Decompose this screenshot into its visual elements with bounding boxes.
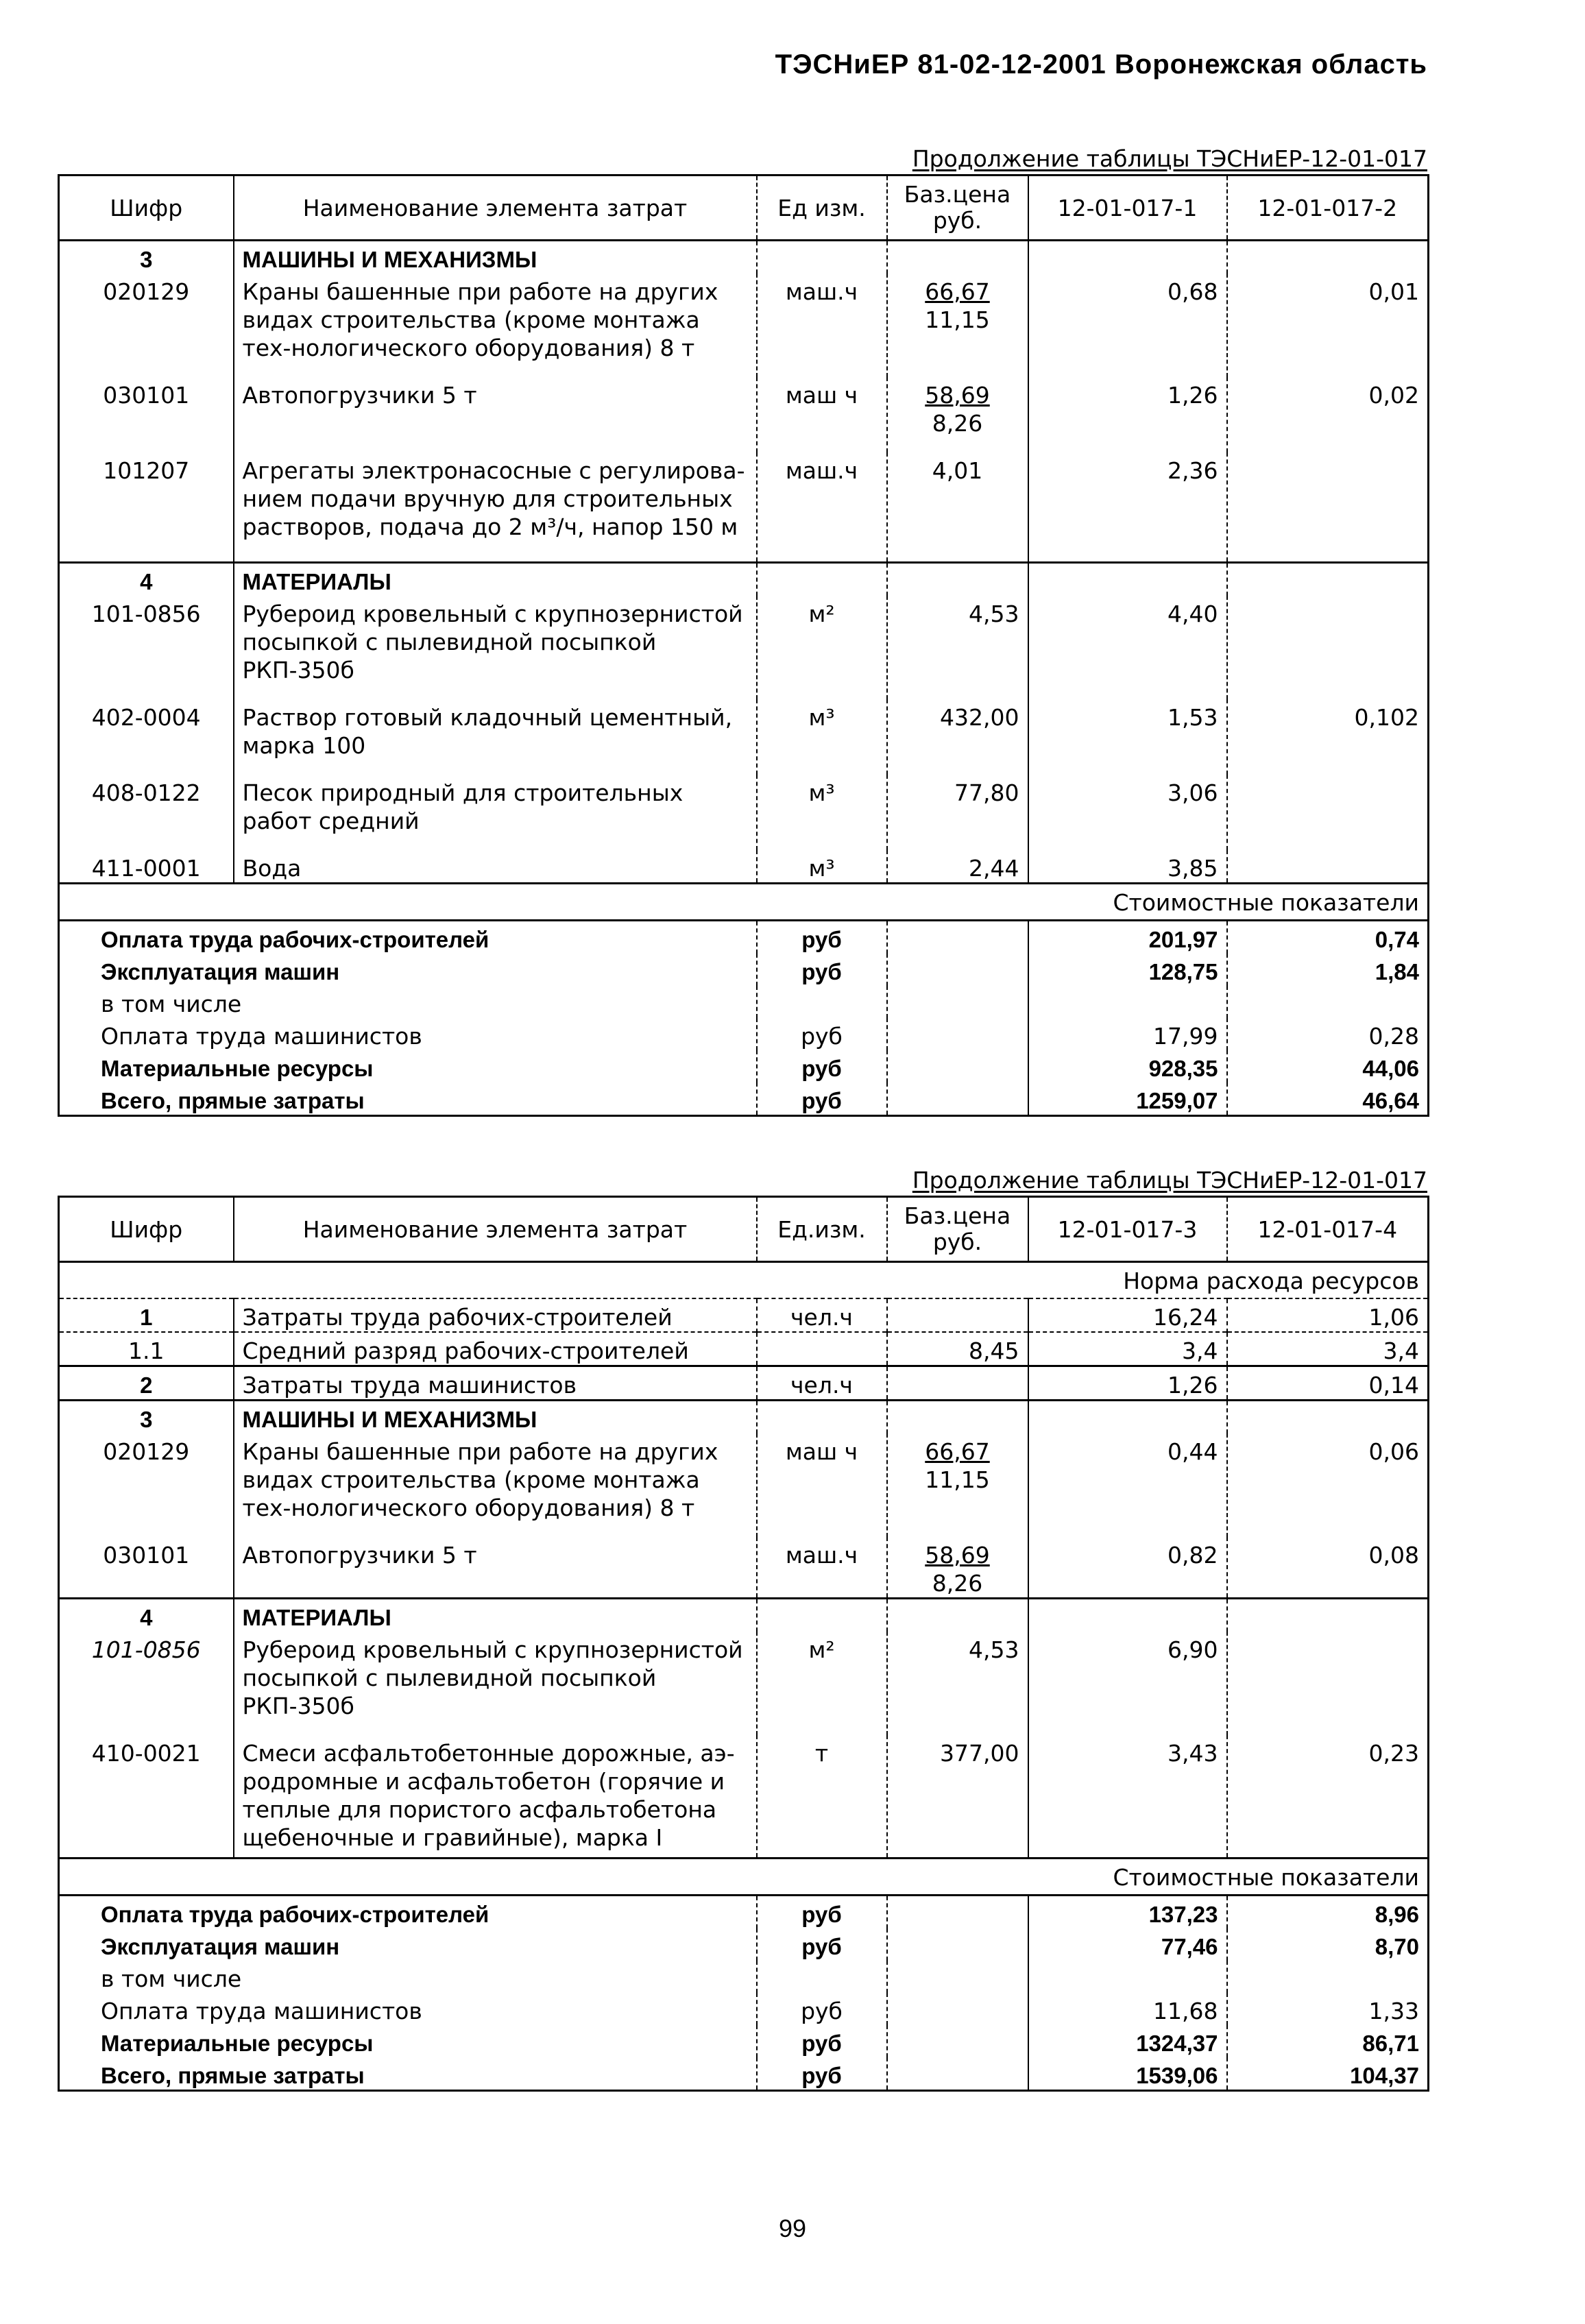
row-unit: м² (757, 596, 887, 699)
price-machinist: 8,26 (932, 1570, 983, 1597)
cost-value-2: 1,33 (1227, 1993, 1429, 2025)
table-row (59, 850, 1429, 884)
section-header-materials (59, 1599, 1429, 1632)
row-value-2: 3,4 (1227, 1332, 1429, 1366)
row-value-2: 0,02 (1227, 377, 1429, 452)
cost-row (59, 1018, 1429, 1050)
row-value-1: 6,90 (1028, 1632, 1227, 1735)
cost-value-2: 8,70 (1227, 1928, 1429, 1961)
cost-value-2: 44,06 (1227, 1050, 1429, 1082)
row-value-2 (1227, 1632, 1429, 1735)
table-row (59, 1433, 1429, 1537)
row-price: 2,44 (887, 850, 1028, 884)
table-row (59, 775, 1429, 850)
section-code: 3 (59, 1401, 234, 1434)
row-price: 4,53 (887, 1632, 1028, 1735)
table-row (59, 1735, 1429, 1859)
cost-label: Оплата труда машинистов (101, 1023, 422, 1050)
row-unit: маш.ч (757, 274, 887, 377)
row-code: 408-0122 (91, 779, 201, 806)
cost-row (59, 921, 1429, 954)
column-header-code: Шифр (59, 1197, 234, 1262)
column-header-variant-4: 12-01-017-4 (1227, 1197, 1429, 1262)
row-unit: маш.ч (757, 1537, 887, 1599)
row-name: Раствор готовый кладочный цементный, марка 100 (234, 699, 757, 775)
cost-label: Всего, прямые затраты (101, 1088, 365, 1113)
cost-unit: руб (757, 921, 887, 954)
cost-unit: руб (757, 2057, 887, 2091)
cost-unit: руб (757, 954, 887, 986)
cost-row (59, 954, 1429, 986)
cost-row (59, 1993, 1429, 2025)
row-value-1: 3,85 (1028, 850, 1227, 884)
row-unit: м³ (757, 699, 887, 775)
row-value-1: 0,82 (1028, 1537, 1227, 1599)
row-name: Краны башенные при работе на других видах строительства (кроме монтажа тех-нологического оборудования) 8 т (234, 274, 757, 377)
column-header-code: Шифр (59, 175, 234, 241)
cost-value-2: 46,64 (1227, 1082, 1429, 1116)
row-name: Агрегаты электронасосные с регулирова-нием подачи вручную для строительных растворов, подача до 2 м³/ч, напор 150 м (234, 452, 757, 563)
column-header-unit: Ед.изм. (757, 1197, 887, 1262)
cost-value-2: 0,74 (1227, 921, 1429, 954)
table-row (59, 1537, 1429, 1599)
row-name: Рубероид кровельный с крупнозернистой посыпкой с пылевидной посыпкой РКП-350б (234, 596, 757, 699)
row-code: 101-0856 (91, 601, 201, 627)
row-name: Вода (234, 850, 757, 884)
resource-table-1 (58, 174, 1427, 1117)
row-unit: маш.ч (757, 452, 887, 563)
row-price: 432,00 (887, 699, 1028, 775)
row-code: 1 (59, 1298, 234, 1332)
row-value-2: 0,08 (1227, 1537, 1429, 1599)
cost-row (59, 2057, 1429, 2091)
cost-unit: руб (757, 1018, 887, 1050)
price-header-line1: Баз.цена (904, 1202, 1011, 1229)
column-header-variant-3: 12-01-017-3 (1028, 1197, 1227, 1262)
row-value-1: 3,4 (1028, 1332, 1227, 1366)
cost-value-1: 201,97 (1028, 921, 1227, 954)
cost-row (59, 1082, 1429, 1116)
row-value-2 (1227, 850, 1429, 884)
cost-row (59, 1896, 1429, 1929)
column-header-price (887, 175, 1028, 241)
row-value-2: 1,06 (1227, 1298, 1429, 1332)
cost-unit: руб (757, 1993, 887, 2025)
row-price: 8,45 (887, 1332, 1028, 1366)
cost-unit: руб (757, 1928, 887, 1961)
row-code: 411-0001 (91, 855, 201, 882)
section-header-machines (59, 1401, 1429, 1434)
row-value-1: 4,40 (1028, 596, 1227, 699)
row-code: 101207 (103, 457, 190, 484)
cost-value-2: 104,37 (1227, 2057, 1429, 2091)
row-price: 4,53 (887, 596, 1028, 699)
section-title: МАТЕРИАЛЫ (234, 1599, 757, 1632)
cost-value-1: 11,68 (1028, 1993, 1227, 2025)
price-machine: 66,67 (925, 278, 990, 305)
section-title: МАШИНЫ И МЕХАНИЗМЫ (234, 241, 757, 274)
cost-label: Оплата труда рабочих-строителей (59, 921, 757, 954)
cost-unit: руб (757, 1896, 887, 1929)
cost-unit: руб (757, 1050, 887, 1082)
cost-header-row (59, 884, 1429, 921)
column-header-unit: Ед изм. (757, 175, 887, 241)
row-code: 020129 (103, 1438, 190, 1465)
cost-value-2: 1,84 (1227, 954, 1429, 986)
row-unit (757, 1332, 887, 1366)
row-value-2: 0,102 (1227, 699, 1429, 775)
price-header-line2: руб. (932, 1228, 982, 1255)
cost-unit: руб (757, 2025, 887, 2057)
cost-label: Материальные ресурсы (101, 2031, 374, 2056)
row-price (887, 1537, 1028, 1599)
row-value-1: 16,24 (1028, 1298, 1227, 1332)
column-header-name: Наименование элемента затрат (234, 175, 757, 241)
column-header-name: Наименование элемента затрат (234, 1197, 757, 1262)
cost-value-2: 8,96 (1227, 1896, 1429, 1929)
row-code: 101-0856 (91, 1636, 201, 1663)
cost-header: Стоимостные показатели (59, 1859, 1429, 1896)
table-row (59, 596, 1429, 699)
row-value-1: 3,06 (1028, 775, 1227, 850)
row-price: 4,01 (887, 452, 1028, 563)
cost-value-2: 0,28 (1227, 1018, 1429, 1050)
row-code: 020129 (103, 278, 190, 305)
row-unit: т (757, 1735, 887, 1859)
price-machinist: 8,26 (932, 410, 983, 437)
row-name: Рубероид кровельный с крупнозернистой посыпкой с пылевидной посыпкой РКП-350б (234, 1632, 757, 1735)
row-value-1: 1,53 (1028, 699, 1227, 775)
row-price: 77,80 (887, 775, 1028, 850)
norm-header: Норма расхода ресурсов (1123, 1268, 1419, 1294)
section-code: 3 (140, 247, 153, 272)
section-title: МАШИНЫ И МЕХАНИЗМЫ (234, 1401, 757, 1434)
table-row (59, 452, 1429, 563)
row-price (887, 274, 1028, 377)
cost-header-row (59, 1859, 1429, 1896)
price-machinist: 11,15 (925, 1466, 990, 1493)
row-price (887, 377, 1028, 452)
cost-row (59, 1050, 1429, 1082)
cost-unit: руб (757, 1082, 887, 1116)
row-value-1: 0,44 (1028, 1433, 1227, 1537)
row-value-2: 0,06 (1227, 1433, 1429, 1537)
cost-value-1: 1324,37 (1028, 2025, 1227, 2057)
section-header-materials (59, 563, 1429, 596)
document-title: ТЭСНиЕР 81-02-12-2001 Воронежская область (775, 49, 1427, 80)
cost-label: Всего, прямые затраты (101, 2063, 365, 2088)
row-unit: маш ч (757, 1433, 887, 1537)
row-code: 030101 (103, 1542, 190, 1569)
row-code: 2 (59, 1366, 234, 1401)
price-header-line1: Баз.цена (904, 181, 1011, 208)
row-value-1: 2,36 (1028, 452, 1227, 563)
section-header-machines (59, 241, 1429, 274)
row-price (887, 1366, 1028, 1401)
table-caption: Продолжение таблицы ТЭСНиЕР-12-01-017 (912, 1167, 1427, 1194)
row-unit: м³ (757, 775, 887, 850)
row-code: 410-0021 (91, 1740, 201, 1767)
row-value-1: 1,26 (1028, 377, 1227, 452)
row-value-2: 0,14 (1227, 1366, 1429, 1401)
row-code: 1.1 (59, 1332, 234, 1366)
row-unit: чел.ч (757, 1298, 887, 1332)
row-price: 377,00 (887, 1735, 1028, 1859)
cost-value-1: 77,46 (1028, 1928, 1227, 1961)
cost-value-2: 86,71 (1227, 2025, 1429, 2057)
cost-value-1: 137,23 (1028, 1896, 1227, 1929)
cost-row (59, 2025, 1429, 2057)
row-name: Автопогрузчики 5 т (234, 1537, 757, 1599)
row-unit: м³ (757, 850, 887, 884)
row-value-2: 0,01 (1227, 274, 1429, 377)
row-name: Средний разряд рабочих-строителей (234, 1332, 757, 1366)
cost-value-1: 128,75 (1028, 954, 1227, 986)
cost-value-1: 1539,06 (1028, 2057, 1227, 2091)
cost-label: Эксплуатация машин (101, 1934, 340, 1959)
row-price (887, 1298, 1028, 1332)
row-name: Затраты труда машинистов (234, 1366, 757, 1401)
row-price (887, 1433, 1028, 1537)
row-value-2: 0,23 (1227, 1735, 1429, 1859)
table-row (59, 699, 1429, 775)
row-value-1: 3,43 (1028, 1735, 1227, 1859)
section-title: МАТЕРИАЛЫ (234, 563, 757, 596)
cost-value-1: 1259,07 (1028, 1082, 1227, 1116)
row-unit: м² (757, 1632, 887, 1735)
row-unit: чел.ч (757, 1366, 887, 1401)
row-value-2 (1227, 452, 1429, 563)
price-machine: 58,69 (925, 382, 990, 409)
row-name: Краны башенные при работе на других видах строительства (кроме монтажа тех-нологического оборудования) 8 т (234, 1433, 757, 1537)
row-value-2 (1227, 596, 1429, 699)
resource-table-2 (58, 1196, 1427, 2092)
column-header-variant-1: 12-01-017-1 (1028, 175, 1227, 241)
row-name: Затраты труда рабочих-строителей (234, 1298, 757, 1332)
row-name: Автопогрузчики 5 т (234, 377, 757, 452)
cost-label: Оплата труда рабочих-строителей (59, 1896, 757, 1929)
cost-row (59, 1961, 1429, 1993)
row-name: Песок природный для строительных работ средний (234, 775, 757, 850)
cost-value-1: 17,99 (1028, 1018, 1227, 1050)
row-value-1: 0,68 (1028, 274, 1227, 377)
table-row (59, 1632, 1429, 1735)
table-row (59, 1298, 1429, 1332)
cost-label: Материальные ресурсы (101, 1056, 374, 1081)
column-header-price (887, 1197, 1028, 1262)
price-machine: 58,69 (925, 1542, 990, 1569)
cost-label: Эксплуатация машин (101, 959, 340, 984)
price-machinist: 11,15 (925, 306, 990, 333)
cost-header: Стоимостные показатели (59, 884, 1429, 921)
cost-row (59, 986, 1429, 1018)
row-code: 402-0004 (91, 704, 201, 731)
row-value-1: 1,26 (1028, 1366, 1227, 1401)
section-code: 4 (59, 563, 234, 596)
table-row (59, 377, 1429, 452)
price-machine: 66,67 (925, 1438, 990, 1465)
table-caption: Продолжение таблицы ТЭСНиЕР-12-01-017 (912, 145, 1427, 172)
table-row (59, 1366, 1429, 1401)
page-number: 99 (778, 2214, 807, 2242)
cost-label: в том числе (101, 1965, 242, 1992)
cost-label: в том числе (101, 991, 242, 1017)
cost-value-1: 928,35 (1028, 1050, 1227, 1082)
row-code: 030101 (103, 382, 190, 409)
cost-row (59, 1928, 1429, 1961)
row-name: Смеси асфальтобетонные дорожные, аэ-родромные и асфальтобетон (горячие и теплые для пористого асфальтобетона щебеночные и гравийные), марка I (234, 1735, 757, 1859)
row-unit: маш ч (757, 377, 887, 452)
norm-header-row (59, 1262, 1429, 1299)
section-code: 4 (59, 1599, 234, 1632)
table-row (59, 274, 1429, 377)
cost-label: Оплата труда машинистов (101, 1998, 422, 2024)
column-header-variant-2: 12-01-017-2 (1227, 175, 1429, 241)
table-row (59, 1332, 1429, 1366)
price-header-line2: руб. (932, 207, 982, 234)
row-value-2 (1227, 775, 1429, 850)
